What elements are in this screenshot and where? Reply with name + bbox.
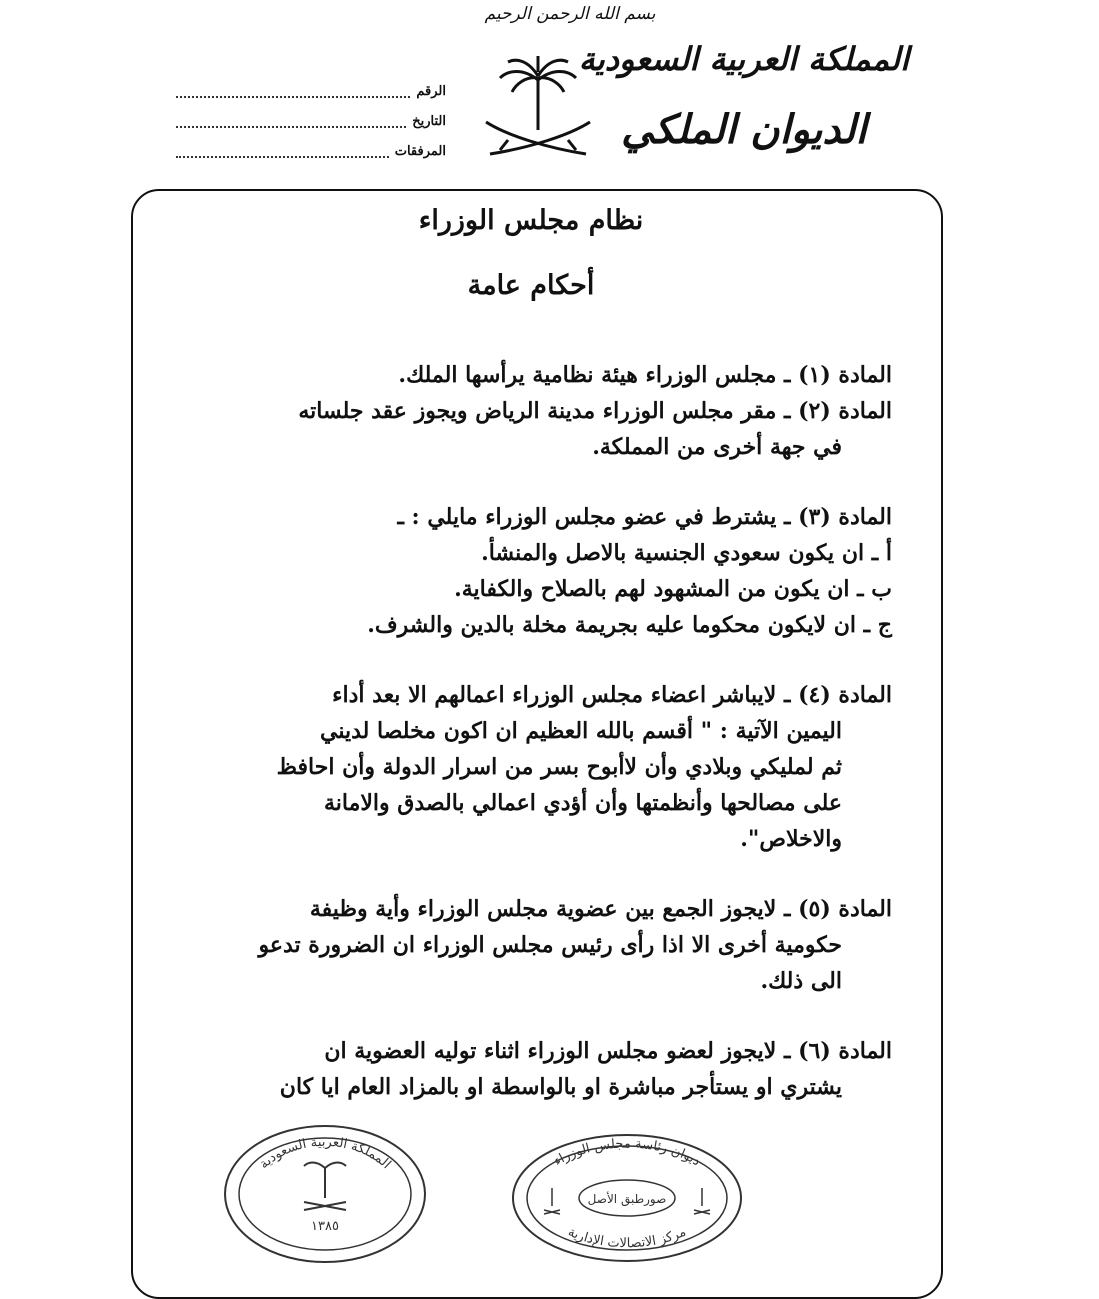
article-line: حكومية أخرى الا اذا رأى رئيس مجلس الوزراء ان الضرورة تدعو <box>258 932 842 958</box>
article-2 <box>170 393 892 465</box>
right-seal-stamp-icon <box>508 1130 746 1266</box>
article-3 <box>170 499 892 643</box>
article-3-item-a: أ ـ ان يكون سعودي الجنسية بالاصل والمنشأ. <box>481 540 892 566</box>
article-3-item-b: ب ـ ان يكون من المشهود لهم بالصلاح والكفاية. <box>454 576 892 602</box>
date-label: التاريخ <box>412 114 446 129</box>
right-stamp-top-text: ديوان رئاسة مجلس الوزراء <box>551 1136 703 1170</box>
number-field <box>176 84 446 99</box>
attachments-field <box>176 144 446 159</box>
article-line: المادة (٦) ـ لايجوز لعضو مجلس الوزراء اثناء توليه العضوية ان <box>324 1038 892 1064</box>
article-line: المادة (٤) ـ لايباشر اعضاء مجلس الوزراء اعمالهم الا بعد أداء <box>332 682 892 708</box>
basmala: بسم الله الرحمن الرحيم <box>484 4 656 24</box>
article-1 <box>170 357 892 393</box>
office-name: الديوان الملكي <box>621 106 867 153</box>
date-field <box>176 114 446 129</box>
article-line: الى ذلك. <box>760 968 842 994</box>
attachments-dots <box>176 146 389 158</box>
article-3-item-c: ج ـ ان لايكون محكوما عليه بجريمة مخلة بالدين والشرف. <box>367 612 892 638</box>
article-line: المادة (١) ـ مجلس الوزراء هيئة نظامية يرأسها الملك. <box>398 362 892 388</box>
article-line: المادة (٢) ـ مقر مجلس الوزراء مدينة الرياض ويجوز عقد جلساته <box>298 398 892 424</box>
articles-list <box>170 357 892 1105</box>
document-subtitle: أحكام عامة <box>467 270 595 301</box>
document-title: نظام مجلس الوزراء <box>418 205 644 236</box>
letterhead-title <box>579 40 909 153</box>
attachments-label: المرفقات <box>394 144 446 159</box>
article-6 <box>170 1033 892 1105</box>
left-stamp-number: ١٣٨٥ <box>311 1219 339 1234</box>
kingdom-name: المملكة العربية السعودية <box>578 40 909 78</box>
right-stamp-center-text: صورطبق الأصل <box>587 1192 667 1206</box>
right-stamp-bottom-text: مركز الاتصالات الإدارية <box>565 1224 689 1252</box>
article-line: ثم لمليكي وبلادي وأن لاأبوح بسر من اسرار الدولة وأن احافظ <box>276 754 842 780</box>
article-line: يشتري او يستأجر مباشرة او بالواسطة او بالمزاد العام ايا كان <box>279 1074 842 1100</box>
article-4 <box>170 677 892 857</box>
number-label: الرقم <box>416 84 446 99</box>
article-line: على مصالحها وأنظمتها وأن أؤدي اعمالي بالصدق والامانة <box>323 790 842 816</box>
left-seal-stamp-icon <box>218 1118 432 1266</box>
date-dots <box>176 116 406 128</box>
article-line: في جهة أخرى من المملكة. <box>592 434 842 460</box>
article-line: والاخلاص". <box>740 826 842 852</box>
palm-swords-emblem-icon <box>478 50 598 170</box>
article-line: المادة (٣) ـ يشترط في عضو مجلس الوزراء مايلي : ـ <box>397 504 892 530</box>
left-stamp-top-text: المملكة العربية السعودية <box>256 1134 394 1173</box>
document-body <box>170 205 892 1105</box>
number-dots <box>176 86 410 98</box>
article-line: اليمين الآتية : " أقسم بالله العظيم ان اكون مخلصا لديني <box>320 718 842 744</box>
article-5 <box>170 891 892 999</box>
article-line: المادة (٥) ـ لايجوز الجمع بين عضوية مجلس الوزراء وأية وظيفة <box>309 896 892 922</box>
